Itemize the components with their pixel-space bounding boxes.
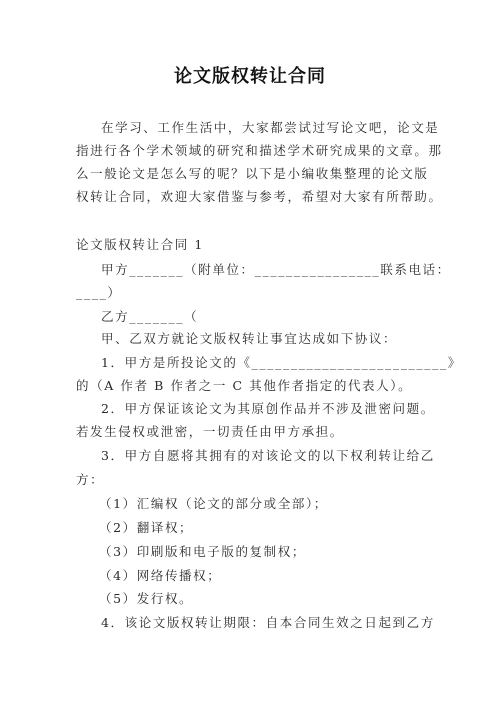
clause-1-continued: 的（A 作者 B 作者之一 C 其他作者指定的代表人）。 — [76, 378, 413, 393]
intro-line: 在学习、工作生活中，大家都尝试过写论文吧，论文是 — [101, 120, 440, 135]
clause-2: 2．甲方保证该论文为其原创作品并不涉及泄密问题。 — [101, 401, 435, 416]
party-a-line-continued: ____） — [76, 285, 122, 300]
section-heading: 论文版权转让合同 1 — [76, 237, 204, 252]
rights-item: （1）汇编权（论文的部分或全部）； — [99, 496, 328, 511]
rights-item: （2）翻译权； — [99, 520, 194, 535]
clause-4: 4．该论文版权转让期限：自本合同生效之日起到乙方 — [101, 615, 435, 630]
clause-3-continued: 方： — [76, 472, 105, 487]
party-a-line: 甲方_______（附单位：________________联系电话： — [101, 262, 451, 277]
intro-line: 指进行各个学术领域的研究和描述学术研究成果的文章。那 — [76, 143, 443, 158]
intro-line: 么一般论文是怎么写的呢？以下是小编收集整理的论文版 — [76, 166, 429, 181]
intro-line: 权转让合同，欢迎大家借鉴与参考，希望对大家有所帮助。 — [76, 189, 443, 204]
clause-2-continued: 若发生侵权或泄密，一切责任由甲方承担。 — [76, 424, 344, 439]
party-b-line: 乙方_______（ — [101, 309, 199, 324]
clause-3: 3．甲方自愿将其拥有的对该论文的以下权利转让给乙 — [101, 448, 435, 463]
rights-item: （5）发行权。 — [99, 591, 194, 606]
rights-item: （3）印刷版和电子版的复制权； — [99, 544, 306, 559]
rights-item: （4）网络传播权； — [99, 568, 222, 583]
clause-1: 1．甲方是所投论文的《_________________________》 — [101, 355, 462, 370]
document-title: 论文版权转让合同 — [174, 66, 326, 87]
agreement-intro: 甲、乙双方就论文版权转让事宜达成如下协议： — [101, 331, 398, 346]
